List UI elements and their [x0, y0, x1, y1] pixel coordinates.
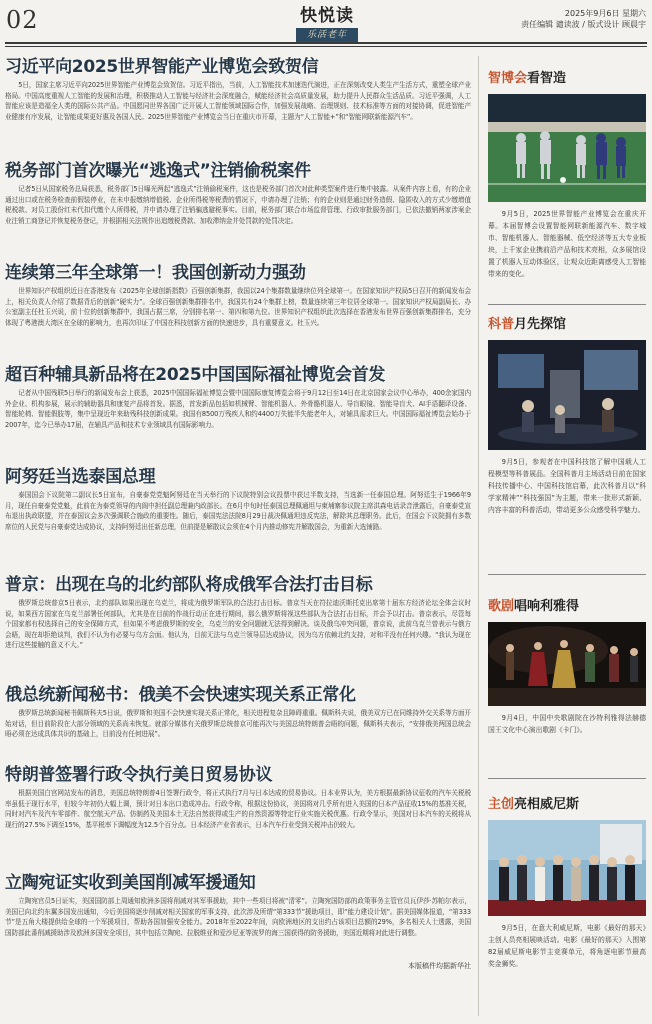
section-badge: 乐活老年: [296, 28, 358, 42]
photo-story-heading: 主创亮相威尼斯: [488, 797, 580, 812]
top-rule-thin: [5, 46, 647, 47]
photo-story-venice: [488, 796, 646, 970]
top-rule: [5, 42, 647, 44]
article-headline[interactable]: 立陶宛证实收到美国削减军援通知: [5, 873, 256, 893]
article-headline[interactable]: 税务部门首次曝光“逃逸式”注销偷税案件: [5, 161, 311, 181]
article-lithuania-aid: [5, 872, 471, 972]
edition-info: [521, 8, 646, 30]
opera-stage-photo[interactable]: [488, 622, 646, 706]
article-headline[interactable]: 普京：出现在乌的北约部队将成俄军合法打击目标: [5, 575, 373, 595]
photo-story-heading: 科普月先探馆: [488, 317, 567, 332]
article-putin-nato: [5, 574, 471, 680]
article-xi-greeting: [5, 56, 471, 156]
article-body: 根据美国白宫网站发布的消息，美国总统特朗普4日签署行政令，将正式执行7月与日本达成的贸易协议。日本业界认为，美方根据最新协议征收的汽车关税税率虽低于现行水平，但较今年初仍大幅上调，预计对日本出口造成冲击。行政令称，根据这份协议，美国将对几乎所有进入美国的日本产品征收15%的基准关税，同时对汽车及汽车零部件、航空航天产品、仿制药及美国本土无法自然获得或生产的自然资源等特定行业实施关税优惠。行政令显示，美国对日本汽车的关税将从现行的27.5%下调至15%，基平税率下调幅度为12.5个百分点。日本经济产业省表示，日本汽车行业受到关税冲击仍较大。: [5, 789, 471, 829]
article-body: 立陶宛官员5日证实，美国国防部上周通知欧洲多国将削减对其军事援助，其中一些项目将被“清零”。立陶宛国防部的政策事务主管官员瓦伊莎·苏帕尔表示，美国已向北约东翼多国发出通知，今后美国将逐步削减对相关国家的军事支持，此次涉及所谓“第333节”援助项目，即“能力建设计划”。据美国媒体报道，“第333节”是五角大楼提供给全球的一个军援项目，帮助各国加强安全能力。2018年至2022年间，向欧洲地区的支出约占该项目总额的29%，多名相关人士透露，美国国防部此番削减援助涉及欧洲多国安全项目，其中包括立陶宛、拉脱维亚和爱沙尼亚等波罗的海三国获得的防务援助，美国近期将对此进行调整。: [5, 897, 471, 937]
article-body: 泰国国会下议院第二副议长5日宣布，自豪泰党党魁阿努廷在当天举行的下议院特别会议投票中获过半数支持，当选新一任泰国总理。阿努廷生于1966年9月，现任自豪泰党党魁，此前在为泰党领导的内阁中担任副总理兼内政部长。在6月中旬时任泰国总理佩通坦与柬埔寨参议院主席洪森电话录音泄露后，自豪泰党宣布退出执政联盟，并在泰国议会多次强调联合施政的重要性。随后，泰国宪法法院8月29日裁决佩通坦违反宪法，解除其总理职务。此后，在国会下议院拥有多数席位的人民党与自豪泰党达成协议，支持阿努廷出任新总理，但前提是解散议会须在4个月内推动修宪并解散国会，为重新大选铺路。: [5, 491, 471, 531]
article-tax-evasion: [5, 160, 471, 258]
article-body: 世界知识产权组织近日在香港发布《2025年全球创新指数》百强创新集群，我国以24个集群数量继续位列全球第一。在国家知识产权局5日召开的新闻发布会上，相关负责人介绍了数据背后的创新“硬实力”。全球百强创新集群排名中，我国共有24个集群上榜，数量连续第三年位居全球第一。国家知识产权局副局长、办公室副主任杜玉兴说，前十位的创新集群中，我国占据三席，分别排名第一、第四和第九位。世界知识产权组织此次选择在香港发布世界百强创新集群排名，充分体现了粤港澳大湾区在全球的影响力，也再次印证了中国在科技创新方面的快速进步，具有重要意义。杜玉兴。: [5, 287, 471, 327]
article-headline[interactable]: 超百种辅具新品将在2025中国国际福祉博览会首发: [5, 365, 386, 385]
editor-line: 责任编辑 谴读波 / 版式设计 顾晨宇: [521, 20, 646, 29]
photo-caption: 9月5日，2025世界智能产业博览会在重庆开幕。本届智博会设置智能网联新能源汽车、数字城市、智能机器人、智能器械、低空经济等五大专业板块，上千家企业携前沿产品和技术亮相，众多展馆设置了机器人互动体验区，让观众近距离感受人工智能带来的变化。: [488, 210, 646, 278]
column-divider: [478, 56, 479, 1016]
section-separator: [488, 778, 646, 779]
article-peskov: [5, 684, 471, 760]
article-headline[interactable]: 阿努廷当选泰国总理: [5, 467, 156, 487]
page-number: 02: [6, 6, 39, 34]
article-body: 记者5日从国家税务总局获悉，税务部门5日曝光两起“逃逸式”注销偷税案件，这也是税务部门首次对此种类型案件进行集中披露。从案件内容上看，有的企业通过出口或在税务检查前假装停业，在未申报缴纳增值税、企业所得税等税费的情况下，申请办理了注销；有的企业则是通过财务造假、隐匿收入的方式少缴增值税税款、对员工股份红未代扣代缴个人所得税，并申请办理了注销骗逃避税事实。目前，税务部门联合市场监督管理、行政审批服务部门，已依法撤销两家涉案企业注销工商登记并恢复税务登记，并根据相关法规作出追缴税费款、加收滞纳金并处罚款的处罚决定。: [5, 185, 471, 225]
venice-red-carpet-photo[interactable]: [488, 820, 646, 916]
article-headline[interactable]: 习近平向2025世界智能产业博览会致贺信: [5, 57, 319, 77]
photo-story-heading: 歌剧唱响利雅得: [488, 599, 580, 614]
article-headline[interactable]: 连续第三年全球第一！我国创新动力强劲: [5, 263, 306, 283]
source-note: 本版稿件均据新华社: [408, 962, 471, 970]
photo-story-heading: 智博会看智造: [488, 71, 567, 86]
article-headline[interactable]: 特朗普签署行政令执行美日贸易协议: [5, 765, 273, 785]
article-trump-japan-trade: [5, 764, 471, 868]
article-body: 俄罗斯总统新闻秘书佩斯科夫5日说，俄罗斯和美国不会快速实现关系正常化，相关进程复杂且障碍重重。佩斯科夫说，俄美双方已在同维持外交关系等方面开始对话，但目前阶段在大部分领域的关系尚未恢复。就部分媒体有关俄罗斯总统普京可能再次与美国总统特朗普会晤的问题，佩斯科夫表示，“安排俄美两国总统会晤必须在达成具体共识的基础上，目前没有任何进展”。: [5, 709, 471, 739]
section-masthead: [292, 6, 362, 42]
article-innovation: [5, 262, 471, 360]
photo-story-science: [488, 316, 646, 516]
article-thailand-pm: [5, 466, 471, 570]
science-museum-photo[interactable]: [488, 340, 646, 450]
article-body: 俄罗斯总统普京5日表示，北约部队如果出现在乌克兰，将成为俄罗斯军队的合法打击目标。普京当天在符拉迪沃斯托克出席第十届东方经济论坛全体会议时说，如果西方国家在乌克兰部署任何部队，尤其是在目前的作战行动正在进行期间，那么俄罗斯将视这些部队为合法打击目标，并会予以打击。普京表示，尽管每个国家都有权选择自己的安全保障方式，但如果不考虑俄罗斯的安全，乌克兰的安全问题就无法得到解决。谈及俄乌冲突问题，普京说，此前乌克兰曾表示与俄方会晤，现在却拒绝谈判，我们不认为有必要与乌方会面。他认为，目前无法与乌克兰领导层达成协议，因为乌方依赖北约支持，对和平没有任何兴趣。“我认为现在进行这些接触的意义不大。”: [5, 599, 471, 650]
photo-story-expo: [488, 70, 646, 280]
date-line: 2025年9月6日 星期六: [564, 9, 646, 18]
main-column: [5, 56, 471, 976]
robot-football-photo[interactable]: [488, 94, 646, 202]
article-welfare-expo: [5, 364, 471, 462]
article-body: 5日，国家主席习近平向2025世界智能产业博览会致贺信。习近平指出，当前，人工智能技术加速迭代演进，正在深刻改变人类生产生活方式，重塑全球产业格局。中国高度重视人工智能的发展和治理，积极推动人工智能与经济社会深度融合，赋能经济社会高质量发展，助力提升人民群众生活品质。习近平强调，人工智能应该是造福全人类的国际公共产品。中国愿同世界各国广泛开展人工智能领域国际合作，加强发展战略、治理规则、技术标准等方面的对接协调，促进智能产业健康有序发展，让智能成果更好惠及各国人民。2025世界智能产业博览会当日在重庆市开幕，主题为“人工智能+”和“智能网联新能源汽车”。: [5, 81, 471, 121]
article-headline[interactable]: 俄总统新闻秘书：俄美不会快速实现关系正常化: [5, 685, 356, 705]
article-body: 记者从中国残联5日举行的新闻发布会上获悉，2025中国国际福祉博览会暨中国国际康复博览会将于9月12日至14日在北京国家会议中心举办，400余家国内外企业、机构参展，展示的辅助器具和康复产品将首发。据悉，首发新品包括如机械臂、智能机器人、外骨骼机器人、导盲眼镜、智能导盲犬、AI手语翻译设备、智能轮椅、智能假肢等，集中呈现近年来助残科技创新成果。我国有8500万残疾人和约4400万失能半失能老年人，对辅具需求巨大。中国国际福祉博览会始办于2007年，迄今已举办17届，在辅具产品和技术专业领域具有国际影响力。: [5, 389, 471, 429]
section-separator: [488, 574, 646, 575]
photo-story-opera: [488, 598, 646, 736]
section-title: 快悦读: [300, 6, 354, 26]
photo-caption: 9月4日，中国中央歌剧院在沙特利雅得法赫德国王文化中心演出歌剧《卡门》。: [488, 714, 646, 734]
photo-caption: 9月5日，在意大利威尼斯，电影《最好的那天》主创人员亮相展映活动。电影《最好的那天》入围第82届威尼斯电影节主竞赛单元，将角逐电影节最高奖金狮奖。: [488, 924, 646, 968]
section-separator: [488, 304, 646, 305]
photo-caption: 9月5日，参观者在中国科技馆了解中国载人工程模型等科普展品。全国科普月主场活动日前在国家科技传播中心、中国科技馆启幕，此次科普月以“科学家精神”“科技强国”为主题，带来一批形式新颖、内容丰富的科普活动，带动更多公众感受科学魅力。: [488, 458, 646, 514]
